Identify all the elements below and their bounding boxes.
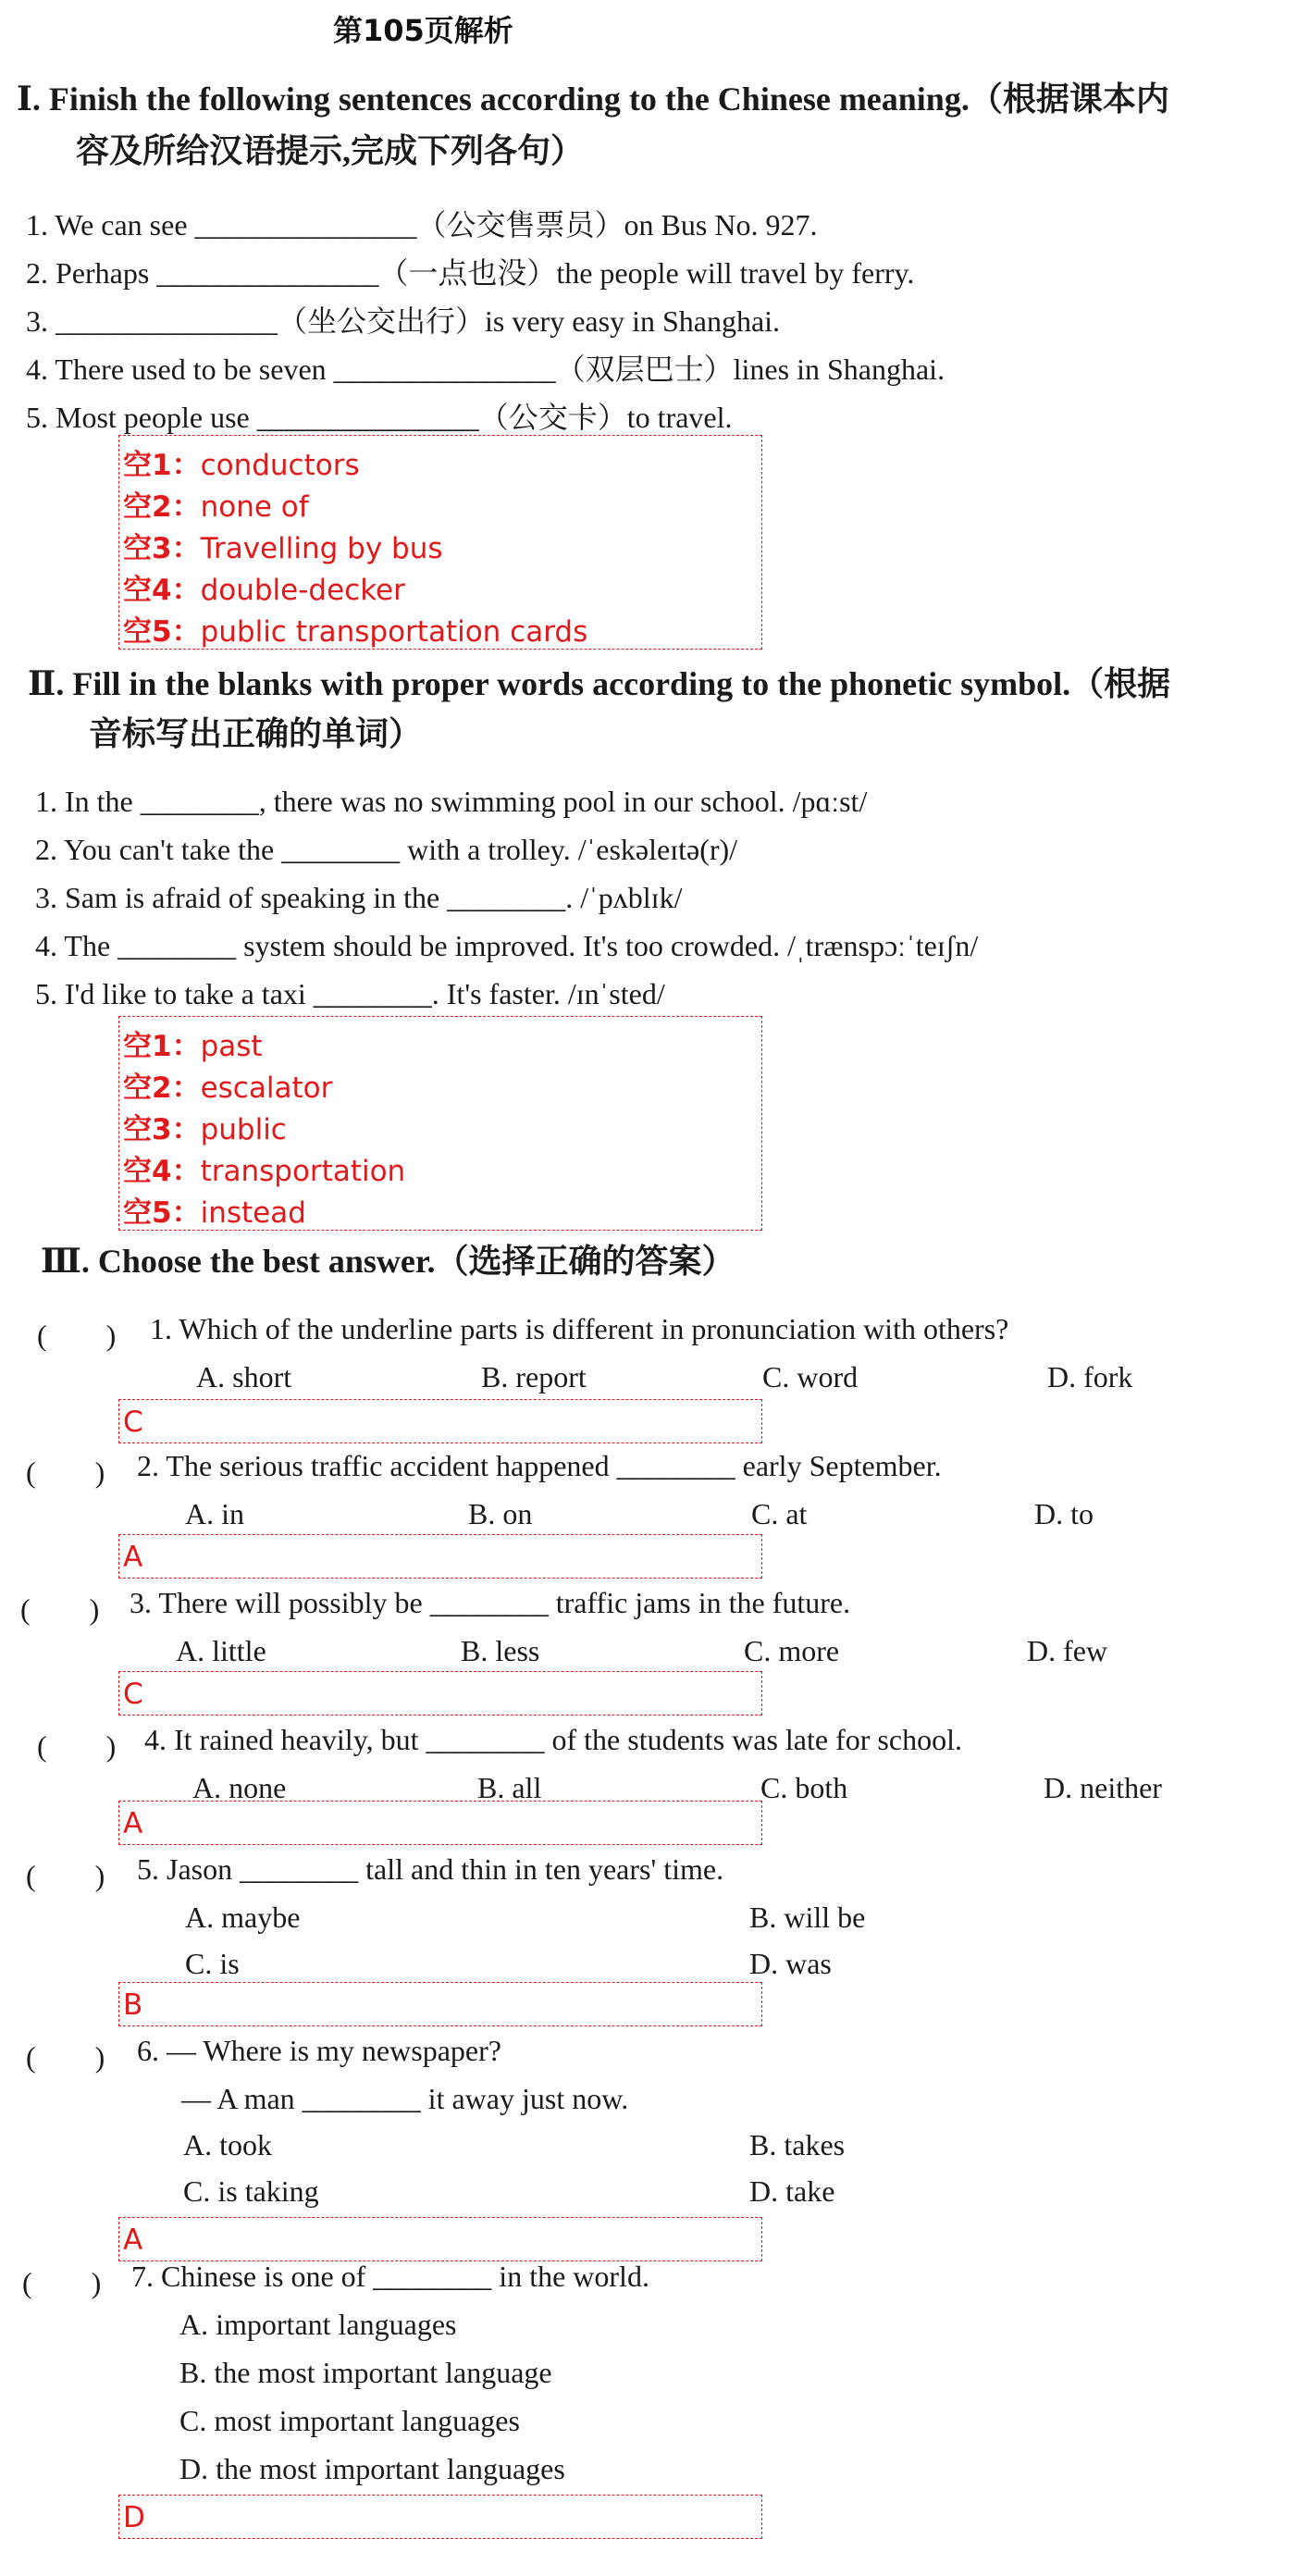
q4-stem: 4. It rained heavily, but ________ of the students was late for school. (144, 1723, 962, 1756)
q7-option-d: D. the most important languages (179, 2452, 565, 2485)
s1-answer-1: 空1：conductors (123, 449, 360, 482)
q1-answer: C (123, 1406, 143, 1439)
section1-heading-line1: Ⅰ. Finish the following sentences according to the Chinese meaning.（根据课本内 (17, 80, 1169, 118)
q7-paren: ( ) (22, 2266, 102, 2299)
s2-question-1: 1. In the ________, there was no swimming pool in our school. /pɑːst/ (35, 785, 868, 818)
q1-option-c: C. word (762, 1360, 859, 1393)
q2-option-d: D. to (1034, 1497, 1094, 1530)
page-title: 第105页解析 (333, 13, 513, 48)
q7-stem: 7. Chinese is one of ________ in the world. (131, 2260, 649, 2293)
s1-question-2: 2. Perhaps _______________（一点也没）the people will travel by ferry. (26, 256, 915, 290)
q6-option-b: B. takes (749, 2128, 846, 2161)
q3-answer-box (118, 1671, 762, 1715)
q4-answer: A (123, 1807, 143, 1840)
q3-paren: ( ) (20, 1592, 100, 1626)
q1-option-b: B. report (481, 1360, 587, 1393)
q1-answer-box (118, 1399, 762, 1443)
q5-paren: ( ) (26, 1859, 105, 1892)
q5-answer: B (123, 1988, 143, 2022)
q7-answer: D (123, 2501, 145, 2534)
q3-option-b: B. less (461, 1634, 540, 1667)
q6-option-d: D. take (749, 2174, 835, 2208)
s2-answer-3: 空3：public (123, 1113, 287, 1146)
s2-answer-4: 空4：transportation (123, 1155, 406, 1188)
q2-paren: ( ) (26, 1455, 105, 1489)
q5-option-d: D. was (749, 1947, 832, 1980)
q7-answer-box (118, 2495, 762, 2539)
q5-option-b: B. will be (749, 1901, 866, 1934)
s1-answer-box (118, 435, 762, 650)
q7-option-a: A. important languages (179, 2308, 457, 2341)
q2-stem: 2. The serious traffic accident happened ________ early September. (137, 1449, 942, 1482)
q5-option-a: A. maybe (185, 1901, 301, 1934)
q6-answer: A (123, 2223, 143, 2257)
s2-answer-box (118, 1016, 762, 1231)
q4-option-d: D. neither (1044, 1771, 1162, 1804)
s2-answer-1: 空1：past (123, 1030, 263, 1063)
q3-option-d: D. few (1027, 1634, 1108, 1667)
q6-paren: ( ) (26, 2040, 105, 2074)
q1-stem: 1. Which of the underline parts is different in pronunciation with others? (150, 1312, 1009, 1345)
s1-answer-3: 空3：Travelling by bus (123, 532, 443, 565)
q3-answer: C (123, 1678, 143, 1711)
q6-answer-box (118, 2217, 762, 2261)
q4-option-c: C. both (760, 1771, 848, 1804)
q3-option-a: A. little (176, 1634, 266, 1667)
s2-question-2: 2. You can't take the ________ with a trolley. /ˈeskəleɪtə(r)/ (35, 833, 738, 866)
q3-option-c: C. more (744, 1634, 840, 1667)
s1-answer-5: 空5：public transportation cards (123, 615, 588, 649)
section2-heading-line2: 音标写出正确的单词） (89, 715, 423, 752)
s2-question-5: 5. I'd like to take a taxi ________. It's faster. /ɪnˈsted/ (35, 977, 665, 1010)
q4-option-b: B. all (477, 1771, 542, 1804)
q6-stem-2: — A man ________ it away just now. (181, 2082, 629, 2115)
s1-question-4: 4. There used to be seven _______________（双层巴士）lines in Shanghai. (26, 353, 945, 386)
s1-answer-4: 空4：double-decker (123, 574, 405, 607)
s2-question-4: 4. The ________ system should be improved. It's too crowded. /ˌtrænspɔːˈteɪʃn/ (35, 929, 979, 962)
q1-option-d: D. fork (1047, 1360, 1133, 1393)
q2-option-c: C. at (751, 1497, 808, 1530)
q6-option-a: A. took (183, 2128, 272, 2161)
s1-question-3: 3. _______________（坐公交出行）is very easy in Shanghai. (26, 304, 781, 338)
section1-heading-line2: 容及所给汉语提示,完成下列各句） (76, 132, 585, 169)
q7-option-c: C. most important languages (179, 2404, 520, 2437)
s1-answer-2: 空2：none of (123, 490, 309, 524)
q4-option-a: A. none (192, 1771, 287, 1804)
s2-question-3: 3. Sam is afraid of speaking in the ________. /ˈpʌblɪk/ (35, 881, 683, 914)
s1-question-1: 1. We can see _______________（公交售票员）on Bus No. 927. (26, 208, 818, 242)
q2-option-b: B. on (468, 1497, 533, 1530)
q4-paren: ( ) (37, 1729, 117, 1763)
section3-heading: Ⅲ. Choose the best answer.（选择正确的答案） (41, 1243, 735, 1280)
q7-option-b: B. the most important language (179, 2356, 552, 2389)
q2-answer: A (123, 1541, 143, 1574)
q2-answer-box (118, 1534, 762, 1579)
q2-option-a: A. in (185, 1497, 244, 1530)
q1-paren: ( ) (37, 1319, 117, 1352)
s2-answer-5: 空5：instead (123, 1196, 306, 1230)
s2-answer-2: 空2：escalator (123, 1071, 333, 1105)
q1-option-a: A. short (196, 1360, 292, 1393)
q6-option-c: C. is taking (183, 2174, 319, 2208)
q5-stem: 5. Jason ________ tall and thin in ten years' time. (137, 1852, 724, 1886)
section2-heading-line1: Ⅱ. Fill in the blanks with proper words according to the phonetic symbol.（根据 (28, 665, 1171, 702)
q5-answer-box (118, 1982, 762, 2026)
s1-question-5: 5. Most people use _______________（公交卡）to travel. (26, 401, 733, 434)
q3-stem: 3. There will possibly be ________ traffic jams in the future. (130, 1586, 851, 1619)
q5-option-c: C. is (185, 1947, 240, 1980)
q4-answer-box (118, 1801, 762, 1845)
q6-stem-1: 6. — Where is my newspaper? (137, 2034, 501, 2067)
